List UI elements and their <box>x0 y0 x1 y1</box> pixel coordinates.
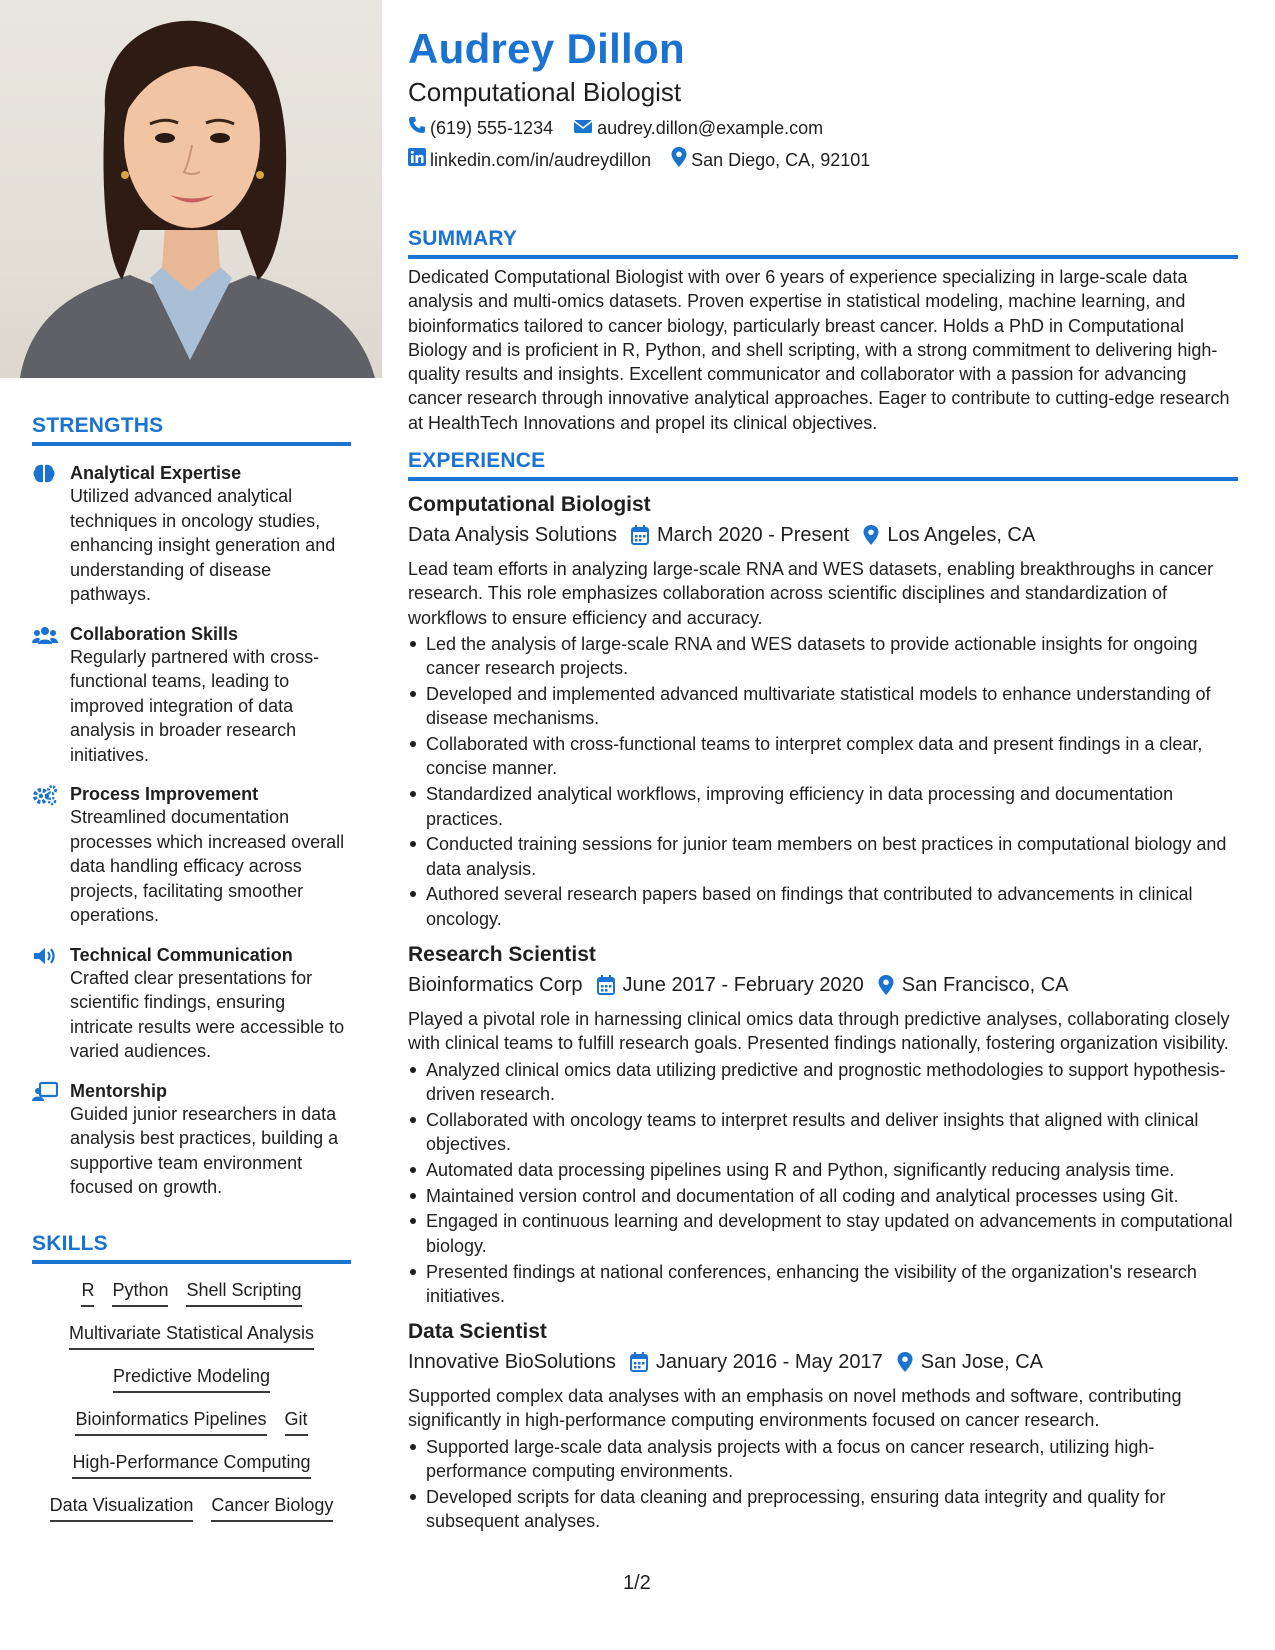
map-pin-icon <box>878 975 894 995</box>
skill-chip: Bioinformatics Pipelines <box>75 1407 266 1436</box>
job-entry <box>408 941 1238 1308</box>
job-summary: Played a pivotal role in harnessing clinical omics data through predictive analyses, collaborating closely with clinical teams to fulfill research goals. Presented findings nationally, fostering organization visibility. <box>408 1009 1230 1054</box>
gears-icon <box>32 784 56 806</box>
contact-row <box>408 147 1238 173</box>
skills-row <box>32 1364 351 1393</box>
strength-desc: Regularly partnered with cross-functional teams, leading to improved integration of data analysis in broader research initiatives. <box>70 646 320 765</box>
strength-desc: Streamlined documentation processes which increased overall data handling efficacy across projects, facilitating smoother operations. <box>70 807 345 925</box>
job-meta <box>408 971 1238 999</box>
job-title: Data Scientist <box>408 1320 547 1344</box>
job-meta <box>408 521 1238 549</box>
job-bullet: Developed scripts for data cleaning and preprocessing, ensuring data integrity and quality for subsequent analyses. <box>408 1485 1238 1534</box>
candidate-name: Audrey Dillon <box>408 25 685 72</box>
contact-linkedin[interactable] <box>408 147 651 173</box>
job-dates: June 2017 - February 2020 <box>622 974 864 997</box>
job-location: San Francisco, CA <box>901 974 1069 997</box>
job-title: Computational Biologist <box>408 493 651 517</box>
job-entry <box>408 1318 1238 1533</box>
skill-chip: Multivariate Statistical Analysis <box>69 1321 314 1350</box>
job-bullet: Presented findings at national conferences, enhancing the visibility of the organization's research initiatives. <box>408 1260 1238 1309</box>
job-bullets <box>408 1058 1238 1308</box>
job-bullets <box>408 632 1238 931</box>
map-pin-icon <box>863 525 879 545</box>
candidate-title: Computational Biologist <box>408 77 682 107</box>
email-text: audrey.dillon@example.com <box>597 118 824 138</box>
experience-heading: EXPERIENCE <box>408 449 546 473</box>
volume-icon <box>32 945 56 967</box>
strength-item <box>32 623 351 768</box>
contact-location <box>671 147 870 173</box>
job-bullet: Authored several research papers based on findings that contributed to advancements in clinical oncology. <box>408 882 1238 931</box>
skills-row <box>32 1450 351 1479</box>
job-location: San Jose, CA <box>920 1351 1044 1374</box>
summary-section <box>408 227 1238 435</box>
summary-divider <box>408 255 1238 259</box>
location-text: San Diego, CA, 92101 <box>691 150 871 170</box>
strength-desc: Guided junior researchers in data analysis best practices, building a supportive team environment focused on growth. <box>70 1103 339 1197</box>
skill-chip: Shell Scripting <box>186 1278 301 1307</box>
contact-row <box>408 116 1238 140</box>
job-bullet: Developed and implemented advanced multivariate statistical models to enhance understanding of disease mechanisms. <box>408 682 1238 731</box>
strengths-divider <box>32 442 351 446</box>
job-bullet: Maintained version control and documentation of all coding and analytical processes using Git. <box>408 1184 1238 1208</box>
job-meta <box>408 1348 1238 1376</box>
strength-title: Process Improvement <box>70 784 259 804</box>
strength-item <box>32 783 351 928</box>
job-company: Innovative BioSolutions <box>408 1351 616 1374</box>
strengths-section <box>32 414 351 1200</box>
strength-title: Analytical Expertise <box>70 463 242 483</box>
map-pin-icon <box>671 147 687 173</box>
calendar-icon <box>631 525 649 545</box>
job-company: Data Analysis Solutions <box>408 524 618 547</box>
job-location: Los Angeles, CA <box>887 524 1036 547</box>
portrait-illustration <box>0 0 382 378</box>
phone-text: (619) 555-1234 <box>430 118 554 138</box>
strength-desc: Utilized advanced analytical techniques in oncology studies, enhancing insight generation and understanding of disease pathways. <box>70 486 336 604</box>
main-content <box>408 24 1238 1535</box>
linkedin-icon <box>408 148 426 172</box>
brain-icon <box>32 463 56 485</box>
summary-text: Dedicated Computational Biologist with over 6 years of experience specializing in large-scale data analysis and multi-omics datasets. Proven expertise in statistical modeling, machine learning, and bioinformatics tailored to cancer biology, particularly breast cancer. Holds a PhD in Computational Biology and is proficient in R, Python, and shell scripting, with a strong commitment to delivering high-quality results and insights. Excellent communicator and collaborator with a passion for advancing cancer research through innovative analytical approaches. Eager to contribute to cutting-edge research at HealthTech Innovations and propel its clinical objectives. <box>408 267 1230 433</box>
summary-heading: SUMMARY <box>408 227 518 250</box>
job-bullet: Collaborated with cross-functional teams to interpret complex data and present findings in a clear, concise manner. <box>408 732 1238 781</box>
skill-chip: Data Visualization <box>50 1493 194 1522</box>
strength-item <box>32 462 351 607</box>
skills-row <box>32 1278 351 1307</box>
contact-phone[interactable] <box>408 116 553 140</box>
skill-chip: High-Performance Computing <box>72 1450 310 1479</box>
skills-list <box>32 1278 351 1522</box>
skills-section <box>32 1232 351 1522</box>
job-summary: Supported complex data analyses with an emphasis on novel methods and software, contributing significantly in high-performance computing environments focused on cancer research. <box>408 1386 1182 1431</box>
strength-item <box>32 1080 351 1200</box>
calendar-icon <box>597 975 615 995</box>
job-bullet: Analyzed clinical omics data utilizing predictive and prognostic methodologies to support hypothesis-driven research. <box>408 1058 1238 1107</box>
map-pin-icon <box>897 1352 913 1372</box>
job-company: Bioinformatics Corp <box>408 974 583 997</box>
experience-divider <box>408 477 1238 481</box>
skills-row <box>32 1407 351 1436</box>
strength-title: Technical Communication <box>70 944 293 965</box>
job-bullet: Engaged in continuous learning and development to stay updated on advancements in computational biology. <box>408 1209 1238 1258</box>
skills-row <box>32 1493 351 1522</box>
strength-title: Mentorship <box>70 1080 167 1101</box>
page-indicator: 1/2 <box>623 1572 651 1594</box>
job-bullets <box>408 1435 1238 1534</box>
skills-divider <box>32 1260 351 1264</box>
job-bullet: Supported large-scale data analysis projects with a focus on cancer research, utilizing high-performance computing environments. <box>408 1435 1238 1484</box>
job-bullet: Automated data processing pipelines using R and Python, significantly reducing analysis time. <box>408 1158 1238 1182</box>
skill-chip: R <box>81 1278 94 1307</box>
job-title: Research Scientist <box>408 943 596 967</box>
job-dates: March 2020 - Present <box>657 524 850 547</box>
envelope-icon <box>573 116 593 140</box>
profile-photo <box>0 0 382 378</box>
job-summary: Lead team efforts in analyzing large-scale RNA and WES datasets, enabling breakthroughs in cancer research. This role emphasizes collaboration across scientific disciplines and standardization of workflows to ensure efficiency and accuracy. <box>408 559 1214 628</box>
skill-chip: Cancer Biology <box>211 1493 333 1522</box>
job-dates: January 2016 - May 2017 <box>655 1351 883 1374</box>
strength-desc: Crafted clear presentations for scientific findings, ensuring intricate results were accessible to varied audiences. <box>70 967 345 1061</box>
experience-section <box>408 449 1238 1533</box>
job-bullet: Standardized analytical workflows, improving efficiency in data processing and documentation practices. <box>408 782 1238 831</box>
sidebar <box>0 0 382 1650</box>
contact-email[interactable] <box>573 116 823 140</box>
linkedin-text: linkedin.com/in/audreydillon <box>430 150 652 170</box>
skill-chip: Python <box>112 1278 168 1307</box>
chalkboard-teacher-icon <box>32 1081 56 1103</box>
strength-title: Collaboration Skills <box>70 623 239 644</box>
skills-heading: SKILLS <box>32 1232 108 1255</box>
job-bullet: Led the analysis of large-scale RNA and WES datasets to provide actionable insights for ongoing cancer research projects. <box>408 632 1238 681</box>
job-bullet: Conducted training sessions for junior team members on best practices in computational biology and data analysis. <box>408 832 1238 881</box>
skill-chip: Predictive Modeling <box>113 1364 270 1393</box>
job-bullet: Collaborated with oncology teams to interpret results and deliver insights that aligned with clinical objectives. <box>408 1108 1238 1157</box>
users-icon <box>32 624 56 646</box>
phone-icon <box>408 116 426 140</box>
strength-item <box>32 944 351 1064</box>
job-entry <box>408 491 1238 931</box>
skills-row <box>32 1321 351 1350</box>
skill-chip: Git <box>285 1407 308 1436</box>
strengths-heading: STRENGTHS <box>32 414 164 437</box>
calendar-icon <box>630 1352 648 1372</box>
